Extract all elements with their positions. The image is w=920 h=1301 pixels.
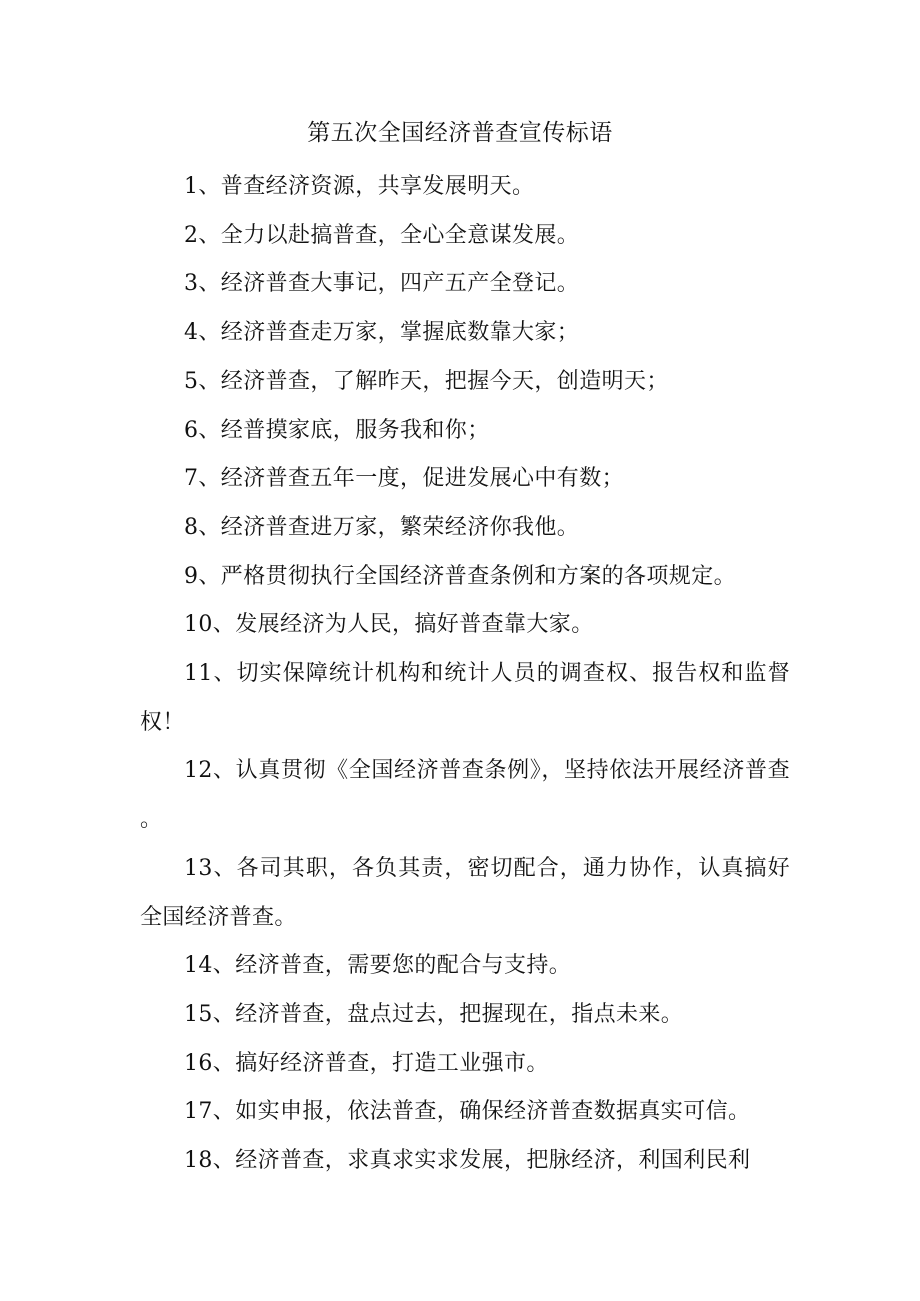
slogan-item: 5、经济普查，了解昨天，把握今天，创造明天； — [184, 368, 669, 394]
slogan-item: 3、经济普查大事记，四产五产全登记。 — [184, 271, 580, 297]
slogan-item: 16、搞好经济普查，打造工业强市。 — [184, 1050, 549, 1076]
slogan-item: 10、发展经济为人民，搞好普查靠大家。 — [184, 612, 594, 638]
slogan-item: 11、切实保障统计机构和统计人员的调查权、报告权和监督权！ — [140, 661, 790, 735]
slogan-item: 9、严格贯彻执行全国经济普查条例和方案的各项规定。 — [184, 563, 736, 589]
slogan-item: 12、认真贯彻《全国经济普查条例》，坚持依法开展经济普查。 — [140, 758, 790, 833]
slogan-item: 7、经济普查五年一度，促进发展心中有数； — [184, 466, 624, 492]
slogan-item: 8、经济普查进万家，繁荣经济你我他。 — [184, 514, 580, 540]
slogan-item: 15、经济普查，盘点过去，把握现在，指点未来。 — [184, 1001, 684, 1027]
slogan-item: 18、经济普查，求真求实求发展，把脉经济，利国利民利 — [184, 1148, 751, 1174]
slogan-item: 13、各司其职，各负其责，密切配合，通力协作，认真搞好全国经济普查。 — [140, 855, 790, 930]
slogan-item: 1、普查经济资源，共享发展明天。 — [184, 174, 535, 199]
slogan-item: 6、经普摸家底，服务我和你； — [184, 417, 490, 443]
slogan-item: 14、经济普查，需要您的配合与支持。 — [184, 953, 572, 979]
slogan-item: 2、全力以赴搞普查，全心全意谋发展。 — [184, 222, 580, 248]
slogan-item: 4、经济普查走万家，掌握底数靠大家； — [184, 320, 580, 346]
document-title: 第五次全国经济普查宣传标语 — [307, 120, 613, 146]
slogan-item: 17、如实申报，依法普查，确保经济普查数据真实可信。 — [184, 1099, 751, 1125]
slogan-list — [140, 163, 790, 1186]
